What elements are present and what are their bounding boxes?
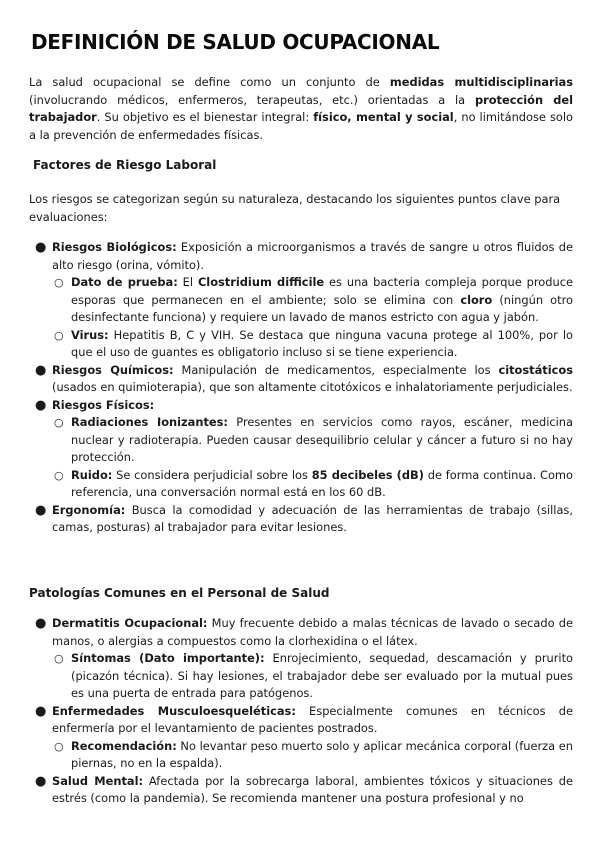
intro-text-2: (involucrando médicos, enfermeros, terapeutas, etc.) orientadas a la bbox=[29, 92, 475, 107]
bullet-icon: ● bbox=[35, 397, 47, 413]
item-label: Radiaciones Ionizantes: bbox=[71, 415, 228, 429]
circle-bullet-icon: ○ bbox=[54, 416, 64, 429]
circle-bullet-icon: ○ bbox=[54, 328, 64, 342]
sublist-biologicos bbox=[54, 274, 573, 362]
item-bold: Clostridium difficile bbox=[197, 275, 325, 289]
bullet-icon: ● bbox=[35, 502, 47, 518]
intro-paragraph bbox=[29, 74, 573, 144]
circle-bullet-icon: ○ bbox=[54, 276, 64, 289]
circle-bullet-icon: ○ bbox=[54, 468, 64, 482]
item-text: Se considera perjudicial sobre los bbox=[112, 467, 312, 482]
item-text: Hepatitis B, C y VIH. Se destaca que ninguna vacuna protege al 100%, por lo que el uso de guantes es obligatorio incluso si se tiene experiencia. bbox=[71, 327, 573, 359]
intro-text-4: , no limitándose solo a la prevención de enfermedades físicas. bbox=[29, 110, 573, 142]
item-bold: cloro bbox=[460, 292, 493, 307]
item-label: Ruido: bbox=[71, 467, 113, 482]
item-bold: 85 decibeles (dB) bbox=[311, 467, 424, 482]
bullet-icon: ● bbox=[35, 703, 47, 719]
sublist-item-radiaciones bbox=[54, 414, 573, 467]
list-item-dermatitis bbox=[35, 615, 573, 703]
item-text: Especialmente comunes en técnicos de enfermería por el levantamiento de pacientes postrados. bbox=[52, 703, 573, 735]
sublist-musculoesqueleticas bbox=[54, 738, 573, 773]
item-label: Dermatitis Ocupacional: bbox=[52, 616, 208, 630]
item-label: Recomendación: bbox=[71, 738, 177, 753]
item-label: Virus: bbox=[71, 327, 109, 342]
item-text: de forma continua. Como referencia, una conversación normal está en los 60 dB. bbox=[71, 467, 573, 499]
list-item-salud-mental bbox=[35, 773, 573, 808]
item-label: Riesgos Biológicos: bbox=[52, 240, 177, 254]
sublist-item-recomendacion bbox=[54, 738, 573, 773]
item-label: Síntomas (Dato importante): bbox=[71, 651, 265, 665]
item-text: Exposición a microorganismos a través de sangre u otros fluidos de alto riesgo (orina, vómito). bbox=[52, 240, 573, 272]
item-text: No levantar peso muerto solo y aplicar mecánica corporal (fuerza en piernas, no en la espalda). bbox=[71, 738, 573, 770]
factores-heading: Factores de Riesgo Laboral bbox=[33, 158, 217, 172]
list-item-biologicos bbox=[35, 239, 573, 362]
sublist-item-sintomas bbox=[54, 650, 573, 703]
intro-bold-2: protección del trabajador bbox=[29, 92, 573, 124]
factores-list bbox=[35, 239, 573, 537]
patologias-heading: Patologías Comunes en el Personal de Salud bbox=[29, 586, 330, 600]
intro-bold-3: físico, mental y social bbox=[313, 110, 454, 124]
item-label: Enfermedades Musculoesqueléticas: bbox=[52, 703, 296, 718]
intro-text-1: La salud ocupacional se define como un conjunto de bbox=[29, 75, 390, 89]
item-label: Salud Mental: bbox=[52, 773, 144, 788]
item-text: es una bacteria compleja porque produce esporas que permanecen en el ambiente; solo se elimina con bbox=[71, 275, 573, 307]
patologias-list bbox=[35, 615, 573, 808]
item-text: (ningún otro desinfectante funciona) y requiere un lavado de manos estricto con agua y jabón. bbox=[71, 292, 573, 324]
list-item-quimicos bbox=[35, 362, 573, 397]
document-title: DEFINICIÓN DE SALUD OCUPACIONAL bbox=[31, 30, 440, 54]
sublist-dermatitis bbox=[54, 650, 573, 703]
circle-bullet-icon: ○ bbox=[54, 652, 64, 665]
item-label: Riesgos Químicos: bbox=[52, 362, 174, 377]
bullet-icon: ● bbox=[35, 616, 47, 631]
item-text: Afectada por la sobrecarga laboral, ambientes tóxicos y situaciones de estrés (como la pandemia). Se recomienda mantener una postura profesional y no bbox=[52, 773, 573, 805]
intro-text-3: . Su objetivo es el bienestar integral: bbox=[96, 110, 314, 124]
sublist-fisicos bbox=[54, 414, 573, 502]
list-item-fisicos bbox=[35, 397, 573, 502]
item-text: Enrojecimiento, sequedad, descamación y prurito (picazón técnica). Si hay lesiones, el trabajador debe ser evaluado por la mutual pues es una puerta de entrada para patógenos. bbox=[71, 651, 573, 700]
factores-intro: Los riesgos se categorizan según su naturaleza, destacando los siguientes puntos clave para evaluaciones: bbox=[29, 192, 561, 224]
sublist-item-virus bbox=[54, 327, 573, 362]
sublist-item-ruido bbox=[54, 467, 573, 502]
item-bold: citostáticos bbox=[498, 362, 573, 377]
item-label: Riesgos Físicos: bbox=[52, 397, 155, 412]
item-text: (usados en quimioterapia), que son altamente citotóxicos e inhalatoriamente perjudiciales. bbox=[52, 380, 573, 394]
item-text: Presentes en servicios como rayos, escáner, medicina nuclear y radioterapia. Pueden causar desequilibrio celular y cáncer a futuro si no hay protección. bbox=[71, 415, 573, 464]
intro-bold-1: medidas multidisciplinarias bbox=[389, 75, 573, 89]
item-text: El bbox=[177, 275, 198, 289]
item-text: Busca la comodidad y adecuación de las herramientas de trabajo (sillas, camas, posturas) al trabajador para evitar lesiones. bbox=[52, 502, 573, 534]
item-text: Muy frecuente debido a malas técnicas de lavado o secado de manos, o alergias a compuestos como la clorhexidina o el látex. bbox=[52, 616, 573, 648]
item-label: Dato de prueba: bbox=[71, 275, 178, 289]
bullet-icon: ● bbox=[35, 362, 47, 378]
item-label: Ergonomía: bbox=[52, 502, 126, 517]
bullet-icon: ● bbox=[35, 240, 47, 255]
list-item-ergonomia bbox=[35, 502, 573, 537]
bullet-icon: ● bbox=[35, 773, 47, 789]
sublist-item-dato bbox=[54, 274, 573, 327]
item-text: Manipulación de medicamentos, especialmente los bbox=[173, 362, 499, 377]
list-item-musculoesqueleticas bbox=[35, 703, 573, 773]
circle-bullet-icon: ○ bbox=[54, 739, 64, 753]
